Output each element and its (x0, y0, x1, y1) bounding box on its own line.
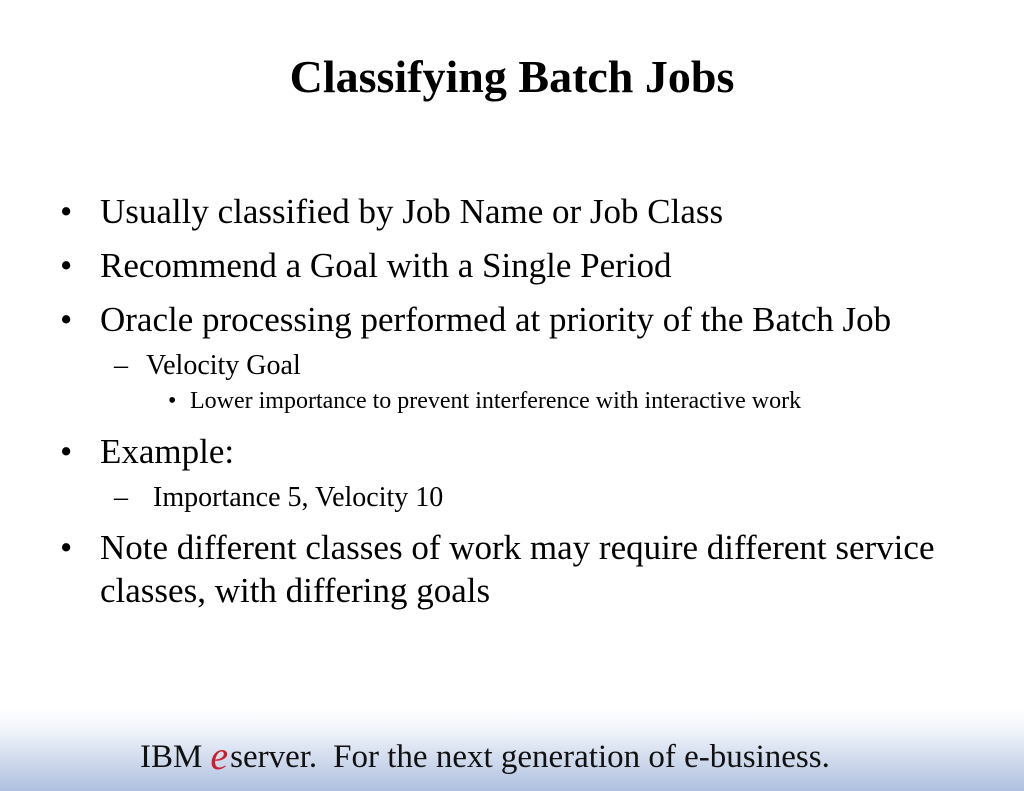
bullet-marker: • (60, 432, 73, 471)
eserver-e-logo-icon: e (210, 733, 229, 778)
sub-bullet-text: Velocity Goal (146, 350, 301, 381)
footer-banner (0, 708, 1024, 791)
dash-marker: – (114, 482, 128, 513)
bullet-text: Recommend a Goal with a Single Period (100, 246, 672, 285)
sub-bullet-item (0, 481, 1024, 515)
sub-bullet-item (0, 349, 1024, 383)
bullet-item (0, 298, 900, 341)
bullet-marker: • (60, 192, 73, 231)
ibm-logo-text: IBM (140, 739, 203, 775)
bullet-marker: • (60, 246, 73, 285)
bullet-list (0, 190, 1024, 623)
sub-sub-bullet-text: Lower importance to prevent interference with interactive work (190, 388, 802, 414)
bullet-item (0, 244, 900, 287)
sub-bullet-text: Importance 5, Velocity 10 (146, 482, 444, 513)
eserver-text: server. (230, 739, 318, 775)
sub-sub-bullet-item (0, 386, 1024, 416)
bullet-marker: • (60, 528, 73, 567)
slide-title: Classifying Batch Jobs (289, 51, 735, 102)
dash-marker: – (114, 350, 128, 381)
bullet-text: Example: (100, 432, 235, 471)
bullet-text: Note different classes of work may require different service classes, with differing goals (100, 528, 935, 610)
bullet-marker: • (60, 300, 73, 339)
footer-tagline: For the next generation of e-business. (333, 739, 830, 775)
bullet-text: Usually classified by Job Name or Job Class (100, 192, 724, 231)
bullet-item (0, 190, 900, 233)
bullet-item (0, 526, 980, 612)
bullet-item (0, 430, 900, 473)
bullet-marker: • (168, 388, 177, 414)
bullet-text: Oracle processing performed at priority of the Batch Job (100, 300, 892, 339)
footer-tagline-row (140, 733, 830, 778)
